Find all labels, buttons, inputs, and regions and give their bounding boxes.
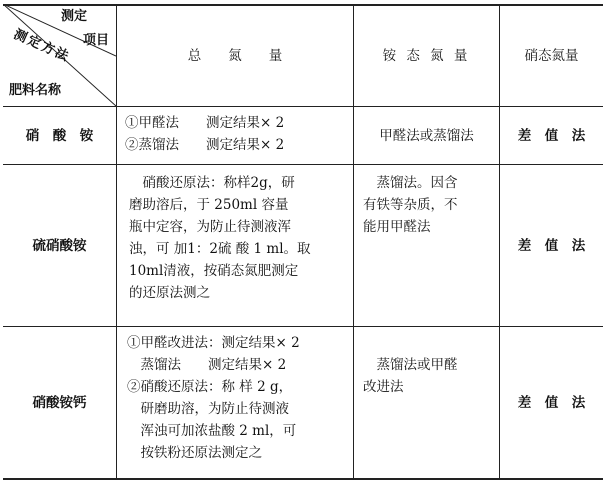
row3-fertilizer-name: 硝酸铵钙 xyxy=(32,394,87,411)
fertilizer-nitrogen-table xyxy=(3,4,603,480)
row2-ammonium-line: 有铁等杂质，不 xyxy=(363,197,458,213)
row3-total-line: 研磨助溶，为防止待测液 xyxy=(127,401,289,417)
header-ammonium-nitrogen: 铵 态 氮 量 xyxy=(382,48,471,64)
row3-total-line: 蒸馏法 测定结果× 2 xyxy=(127,357,287,373)
row2-total-line: 的还原法测之 xyxy=(129,285,210,301)
diag-label-measure: 测定 xyxy=(61,9,88,24)
row3-total-line: ②硝酸还原法：称 样 2 g， xyxy=(127,379,293,395)
row1-total-method xyxy=(125,112,351,156)
row1-nitrate-method: 差 值 法 xyxy=(517,127,586,144)
row2-total-line: 硝酸还原法：称样2g，研 xyxy=(129,175,295,191)
row2-ammonium-line: 能用甲醛法 xyxy=(363,219,431,235)
row2-fertilizer-name: 硫硝酸铵 xyxy=(32,237,87,254)
row1-fertilizer-name: 硝 酸 铵 xyxy=(25,127,94,144)
diag-label-method: 测定方法 xyxy=(11,27,73,66)
row3-ammonium-method xyxy=(363,354,497,398)
diag-label-item: 项目 xyxy=(83,33,110,48)
row3-total-method xyxy=(127,332,351,464)
header-total-nitrogen: 总 氮 量 xyxy=(187,48,283,64)
row3-total-line: 浑浊可加浓盐酸 2 ml，可 xyxy=(127,423,297,439)
row3-total-line: 按铁粉还原法测定之 xyxy=(127,445,262,461)
row2-total-method xyxy=(129,172,351,304)
row1-ammonium-method: 甲醛法或蒸馏法 xyxy=(379,127,474,144)
row2-total-line: 10ml清液，按硝态氮肥测定 xyxy=(129,263,299,279)
row1-total-line: ①甲醛法 测定结果× 2 xyxy=(125,115,285,131)
row2-nitrate-method: 差 值 法 xyxy=(517,237,586,254)
row2-total-line: 瓶中定容，为防止待测液浑 xyxy=(129,219,291,235)
row3-total-line: ①甲醛改进法：测定结果× 2 xyxy=(127,335,300,351)
row3-ammonium-line: 蒸馏法或甲醛 xyxy=(363,357,458,373)
row3-ammonium-line: 改进法 xyxy=(363,379,404,395)
row3-nitrate-method: 差 值 法 xyxy=(517,394,586,411)
table-bottom-border xyxy=(3,478,603,480)
row2-ammonium-line: 蒸馏法。因含 xyxy=(363,175,458,191)
header-nitrate-nitrogen: 硝态氮量 xyxy=(524,48,579,64)
row2-total-line: 浊，可 加1：2硫 酸 1 ml。取 xyxy=(129,241,311,257)
row2-ammonium-method xyxy=(363,172,497,238)
row2-total-line: 磨助溶后，于 250ml 容量 xyxy=(129,197,289,213)
diag-label-fertilizer-name: 肥料名称 xyxy=(9,83,62,98)
row1-total-line: ②蒸馏法 测定结果× 2 xyxy=(125,137,285,153)
